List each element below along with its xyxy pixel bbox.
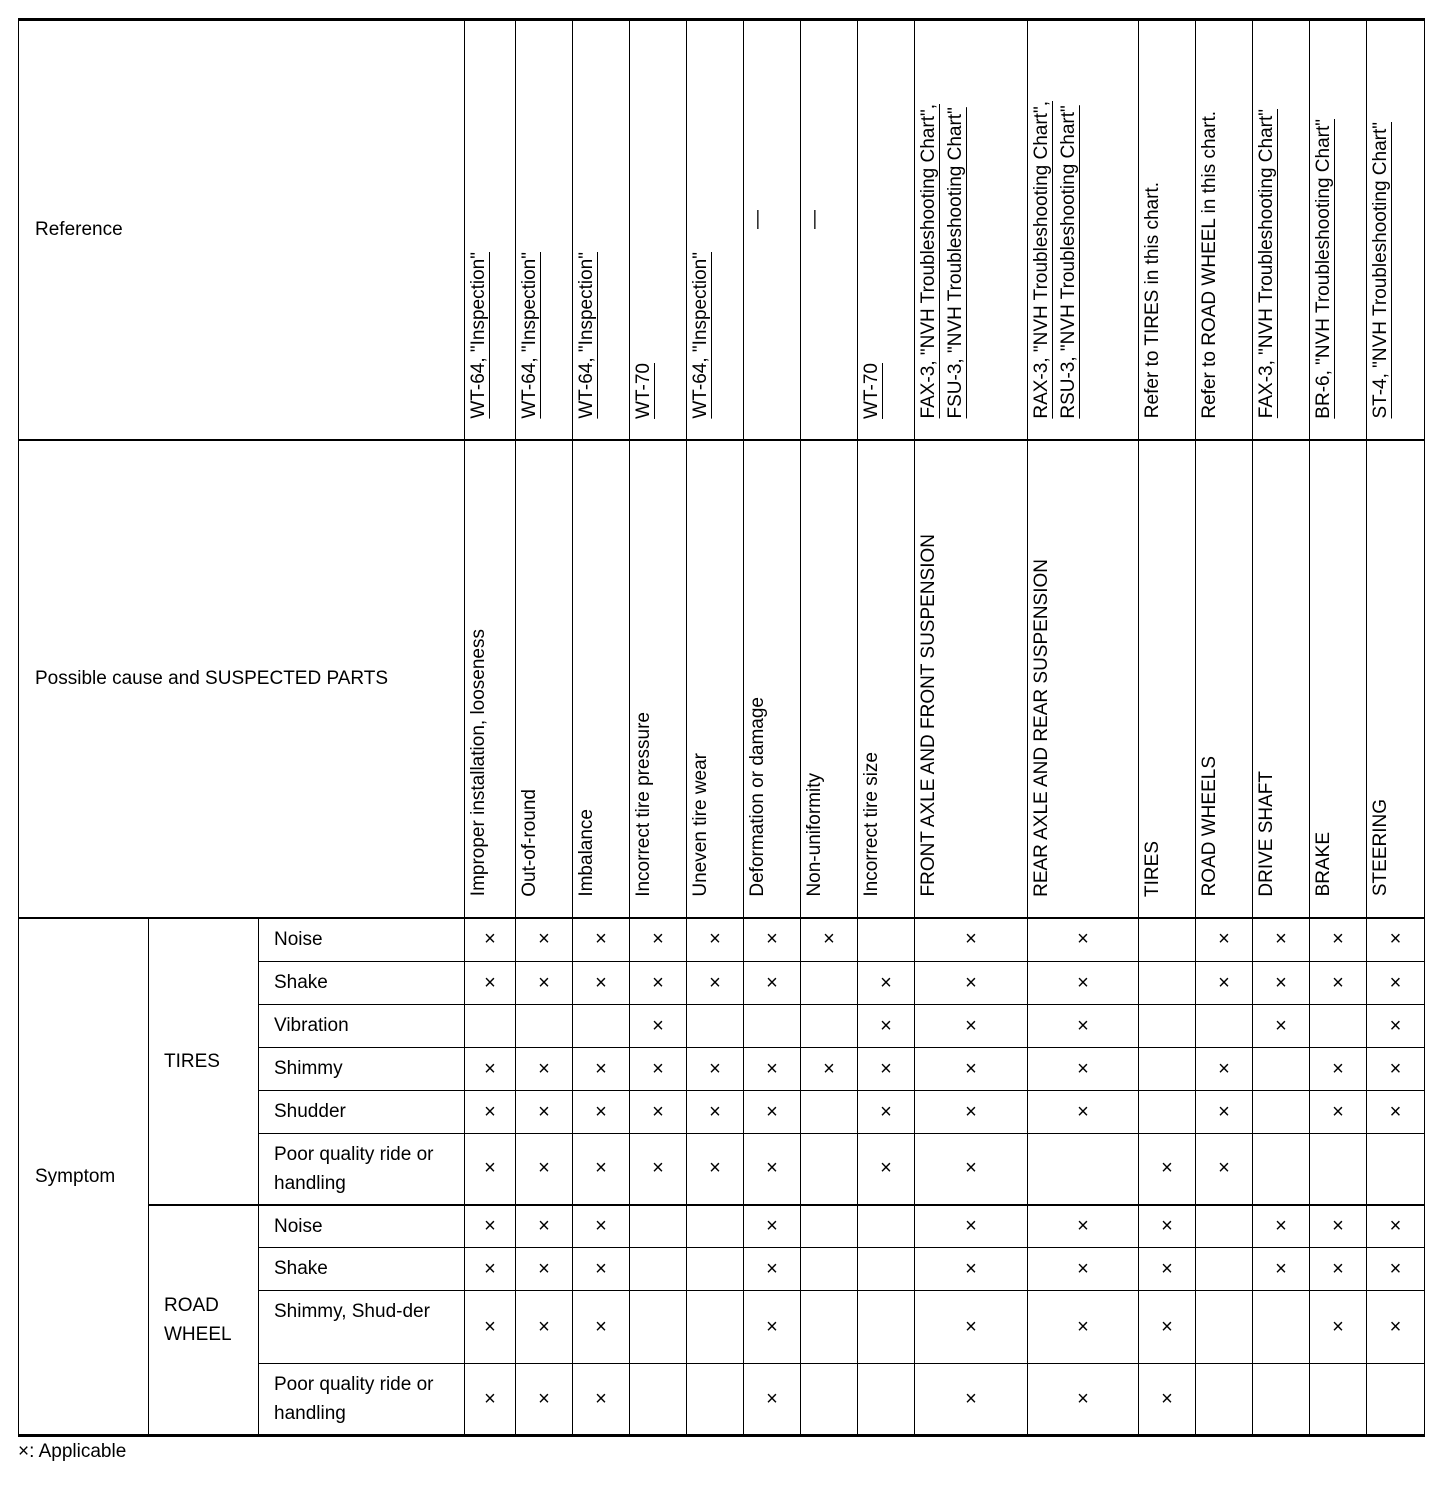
applicable-mark: × — [1367, 1248, 1425, 1291]
applicable-mark: × — [915, 962, 1028, 1005]
applicable-mark: × — [573, 1048, 630, 1091]
applicable-mark: × — [516, 1134, 573, 1205]
empty-cell — [1196, 1291, 1253, 1364]
applicable-mark: × — [516, 1364, 573, 1436]
symptom-name: Shudder — [259, 1091, 465, 1134]
applicable-mark: × — [516, 1091, 573, 1134]
reference-cell — [744, 20, 801, 440]
applicable-mark: × — [1028, 1005, 1139, 1048]
symptom-name: Noise — [259, 1205, 465, 1248]
applicable-mark: × — [1028, 962, 1139, 1005]
empty-cell — [516, 1005, 573, 1048]
applicable-mark: × — [1367, 1291, 1425, 1364]
empty-cell — [801, 962, 858, 1005]
reference-cell — [1196, 20, 1253, 440]
cause-cell — [1310, 440, 1367, 918]
cause-cell — [858, 440, 915, 918]
reference-cell — [1310, 20, 1367, 440]
applicable-mark: × — [630, 1048, 687, 1091]
cause-cell — [1196, 440, 1253, 918]
reference-row — [19, 20, 1425, 440]
reference-link[interactable]: WT-64, "Inspection" — [690, 251, 711, 419]
applicable-mark: × — [687, 1048, 744, 1091]
applicable-mark: × — [516, 962, 573, 1005]
applicable-mark: × — [465, 1134, 516, 1205]
cause-text: TIRES — [1142, 840, 1163, 897]
cause-text: Incorrect tire pressure — [633, 711, 654, 897]
applicable-mark: × — [744, 1248, 801, 1291]
applicable-mark: × — [801, 1048, 858, 1091]
applicable-mark: × — [465, 1048, 516, 1091]
applicable-mark: × — [858, 1134, 915, 1205]
group-label: TIRES — [149, 918, 259, 1205]
applicable-mark: × — [915, 1364, 1028, 1436]
empty-cell — [465, 1005, 516, 1048]
empty-cell — [687, 1005, 744, 1048]
applicable-mark: × — [1028, 1048, 1139, 1091]
reference-link[interactable]: RAX-3, "NVH Troubleshooting Chart", RSU-3, "NVH Troubleshooting Chart" — [1031, 100, 1079, 419]
applicable-mark: × — [915, 1248, 1028, 1291]
symptom-row — [19, 918, 1425, 962]
cause-text: DRIVE SHAFT — [1256, 770, 1277, 897]
empty-cell — [1139, 962, 1196, 1005]
applicable-mark: × — [1196, 918, 1253, 962]
cause-text: REAR AXLE AND REAR SUSPENSION — [1031, 558, 1052, 897]
empty-cell — [1253, 1364, 1310, 1436]
symptom-name: Poor quality ride or handling — [259, 1364, 465, 1436]
reference-link[interactable]: ST-4, "NVH Troubleshooting Chart" — [1370, 121, 1391, 419]
applicable-mark: × — [1367, 1091, 1425, 1134]
empty-cell — [630, 1364, 687, 1436]
applicable-mark: × — [858, 962, 915, 1005]
cause-text: Out-of-round — [519, 788, 540, 897]
empty-cell — [1196, 1005, 1253, 1048]
applicable-mark: × — [1253, 1005, 1310, 1048]
applicable-mark: × — [915, 1048, 1028, 1091]
cause-cell — [465, 440, 516, 918]
reference-cell — [465, 20, 516, 440]
applicable-mark: × — [1310, 1291, 1367, 1364]
applicable-mark: × — [1028, 918, 1139, 962]
empty-cell — [1139, 1048, 1196, 1091]
cause-cell — [516, 440, 573, 918]
applicable-mark: × — [516, 1048, 573, 1091]
applicable-mark: × — [1196, 1048, 1253, 1091]
cause-cell — [687, 440, 744, 918]
symptom-label: Symptom — [19, 918, 149, 1436]
applicable-mark: × — [573, 1364, 630, 1436]
applicable-mark: × — [1196, 1091, 1253, 1134]
group-label: ROAD WHEEL — [149, 1205, 259, 1436]
cause-text: Uneven tire wear — [690, 752, 711, 897]
applicable-mark: × — [1310, 1048, 1367, 1091]
symptom-name: Poor quality ride or handling — [259, 1134, 465, 1205]
reference-cell — [1367, 20, 1425, 440]
applicable-mark: × — [744, 1134, 801, 1205]
symptom-row — [19, 1205, 1425, 1248]
applicable-mark: × — [573, 1291, 630, 1364]
cause-text: FRONT AXLE AND FRONT SUSPENSION — [918, 534, 939, 897]
reference-cell — [516, 20, 573, 440]
applicable-mark: × — [465, 918, 516, 962]
empty-cell — [573, 1005, 630, 1048]
applicable-mark: × — [744, 1291, 801, 1364]
applicable-mark: × — [1310, 962, 1367, 1005]
cause-cell — [1139, 440, 1196, 918]
reference-link[interactable]: WT-64, "Inspection" — [576, 251, 597, 419]
empty-cell — [801, 1248, 858, 1291]
reference-link[interactable]: WT-64, "Inspection" — [519, 251, 540, 419]
empty-cell — [687, 1291, 744, 1364]
applicable-mark: × — [1310, 1205, 1367, 1248]
applicable-mark: × — [1028, 1291, 1139, 1364]
empty-cell — [1310, 1134, 1367, 1205]
cause-cell — [801, 440, 858, 918]
symptom-name: Shake — [259, 1248, 465, 1291]
cause-text: Non-uniformity — [804, 772, 825, 897]
applicable-mark: × — [1367, 962, 1425, 1005]
cause-text: ROAD WHEELS — [1199, 756, 1220, 897]
applicable-mark: × — [1310, 1091, 1367, 1134]
symptom-name: Vibration — [259, 1005, 465, 1048]
cause-text: Imbalance — [576, 808, 597, 897]
empty-cell — [687, 1248, 744, 1291]
applicable-mark: × — [1367, 918, 1425, 962]
reference-cell — [687, 20, 744, 440]
empty-cell — [858, 1205, 915, 1248]
empty-cell — [687, 1364, 744, 1436]
empty-cell — [801, 1291, 858, 1364]
applicable-mark: × — [630, 918, 687, 962]
applicable-mark: × — [915, 1091, 1028, 1134]
empty-cell — [858, 918, 915, 962]
cause-text: Incorrect tire size — [861, 751, 882, 897]
footnote: ×: Applicable — [18, 1441, 127, 1462]
reference-link[interactable]: FAX-3, "NVH Troubleshooting Chart", FSU-3, "NVH Troubleshooting Chart" — [918, 104, 966, 419]
applicable-mark: × — [1310, 918, 1367, 962]
cause-cell — [573, 440, 630, 918]
applicable-mark: × — [1367, 1048, 1425, 1091]
applicable-mark: × — [1253, 1248, 1310, 1291]
applicable-mark: × — [687, 918, 744, 962]
empty-cell — [1253, 1048, 1310, 1091]
applicable-mark: × — [915, 1005, 1028, 1048]
reference-cell — [858, 20, 915, 440]
applicable-mark: × — [1196, 962, 1253, 1005]
applicable-mark: × — [516, 918, 573, 962]
nvh-troubleshooting-table — [18, 18, 1425, 1437]
empty-cell — [1028, 1134, 1139, 1205]
empty-cell — [1139, 1005, 1196, 1048]
applicable-mark: × — [1028, 1248, 1139, 1291]
cause-text: Deformation or damage — [747, 696, 768, 897]
reference-link[interactable]: WT-64, "Inspection" — [468, 251, 489, 419]
empty-cell — [1196, 1364, 1253, 1436]
empty-cell — [687, 1205, 744, 1248]
applicable-mark: × — [630, 1091, 687, 1134]
applicable-mark: × — [744, 1364, 801, 1436]
applicable-mark: × — [516, 1291, 573, 1364]
applicable-mark: × — [573, 1091, 630, 1134]
cause-text: Improper installation, looseness — [468, 629, 489, 897]
applicable-mark: × — [465, 1205, 516, 1248]
reference-cell — [1028, 20, 1139, 440]
applicable-mark: × — [858, 1005, 915, 1048]
reference-link[interactable]: BR-6, "NVH Troubleshooting Chart" — [1313, 118, 1334, 419]
applicable-mark: × — [630, 1005, 687, 1048]
reference-cell — [573, 20, 630, 440]
applicable-mark: × — [915, 1134, 1028, 1205]
empty-cell — [1196, 1205, 1253, 1248]
applicable-mark: × — [1028, 1205, 1139, 1248]
reference-cell — [1253, 20, 1310, 440]
cause-cell — [1028, 440, 1139, 918]
applicable-mark: × — [465, 1291, 516, 1364]
applicable-mark: × — [1139, 1364, 1196, 1436]
empty-cell — [1253, 1134, 1310, 1205]
empty-cell — [1139, 918, 1196, 962]
applicable-mark: × — [744, 962, 801, 1005]
cause-row — [19, 440, 1425, 918]
applicable-mark: × — [915, 918, 1028, 962]
applicable-mark: × — [1139, 1134, 1196, 1205]
applicable-mark: × — [573, 918, 630, 962]
empty-cell — [858, 1291, 915, 1364]
applicable-mark: × — [1253, 962, 1310, 1005]
applicable-mark: × — [573, 1248, 630, 1291]
empty-cell — [630, 1248, 687, 1291]
empty-cell — [858, 1248, 915, 1291]
applicable-mark: × — [465, 962, 516, 1005]
applicable-mark: × — [573, 1205, 630, 1248]
empty-cell — [801, 1091, 858, 1134]
applicable-mark: × — [1253, 1205, 1310, 1248]
applicable-mark: × — [1253, 918, 1310, 962]
applicable-mark: × — [687, 962, 744, 1005]
applicable-mark: × — [465, 1091, 516, 1134]
applicable-mark: × — [1310, 1248, 1367, 1291]
applicable-mark: × — [687, 1134, 744, 1205]
cause-cell — [915, 440, 1028, 918]
applicable-mark: × — [630, 962, 687, 1005]
applicable-mark: × — [630, 1134, 687, 1205]
reference-cell — [630, 20, 687, 440]
reference-text: — — [804, 210, 825, 230]
cause-text: STEERING — [1370, 799, 1391, 897]
applicable-mark: × — [801, 918, 858, 962]
empty-cell — [1253, 1291, 1310, 1364]
empty-cell — [630, 1291, 687, 1364]
reference-cell — [801, 20, 858, 440]
applicable-mark: × — [573, 1134, 630, 1205]
applicable-mark: × — [1367, 1205, 1425, 1248]
empty-cell — [801, 1364, 858, 1436]
applicable-mark: × — [744, 918, 801, 962]
empty-cell — [801, 1205, 858, 1248]
applicable-mark: × — [1196, 1134, 1253, 1205]
applicable-mark: × — [573, 962, 630, 1005]
empty-cell — [744, 1005, 801, 1048]
applicable-mark: × — [1028, 1091, 1139, 1134]
empty-cell — [1310, 1364, 1367, 1436]
applicable-mark: × — [744, 1048, 801, 1091]
cause-cell — [1367, 440, 1425, 918]
applicable-mark: × — [516, 1248, 573, 1291]
cause-label: Possible cause and SUSPECTED PARTS — [19, 440, 465, 918]
symptom-name: Noise — [259, 918, 465, 962]
applicable-mark: × — [915, 1291, 1028, 1364]
cause-cell — [630, 440, 687, 918]
cause-cell — [744, 440, 801, 918]
applicable-mark: × — [1139, 1248, 1196, 1291]
empty-cell — [1253, 1091, 1310, 1134]
empty-cell — [801, 1134, 858, 1205]
applicable-mark: × — [465, 1364, 516, 1436]
applicable-mark: × — [915, 1205, 1028, 1248]
symptom-name: Shake — [259, 962, 465, 1005]
cause-cell — [1253, 440, 1310, 918]
applicable-mark: × — [1139, 1291, 1196, 1364]
reference-label: Reference — [19, 20, 465, 440]
applicable-mark: × — [744, 1091, 801, 1134]
empty-cell — [1310, 1005, 1367, 1048]
empty-cell — [630, 1205, 687, 1248]
reference-link[interactable]: WT-70 — [633, 362, 654, 419]
empty-cell — [1367, 1134, 1425, 1205]
applicable-mark: × — [687, 1091, 744, 1134]
applicable-mark: × — [744, 1205, 801, 1248]
reference-link[interactable]: WT-70 — [861, 362, 882, 419]
applicable-mark: × — [1028, 1364, 1139, 1436]
reference-text: Refer to TIRES in this chart. — [1142, 182, 1163, 419]
reference-link[interactable]: FAX-3, "NVH Troubleshooting Chart" — [1256, 109, 1277, 419]
applicable-mark: × — [516, 1205, 573, 1248]
cause-text: BRAKE — [1313, 832, 1334, 897]
empty-cell — [1367, 1364, 1425, 1436]
empty-cell — [801, 1005, 858, 1048]
empty-cell — [1139, 1091, 1196, 1134]
symptom-name: Shimmy — [259, 1048, 465, 1091]
applicable-mark: × — [1139, 1205, 1196, 1248]
applicable-mark: × — [465, 1248, 516, 1291]
empty-cell — [1196, 1248, 1253, 1291]
reference-text: — — [747, 210, 768, 230]
empty-cell — [858, 1364, 915, 1436]
reference-cell — [1139, 20, 1196, 440]
symptom-name: Shimmy, Shud-der — [259, 1291, 465, 1364]
reference-text: Refer to ROAD WHEEL in this chart. — [1199, 110, 1220, 419]
applicable-mark: × — [1367, 1005, 1425, 1048]
reference-cell — [915, 20, 1028, 440]
applicable-mark: × — [858, 1048, 915, 1091]
applicable-mark: × — [858, 1091, 915, 1134]
